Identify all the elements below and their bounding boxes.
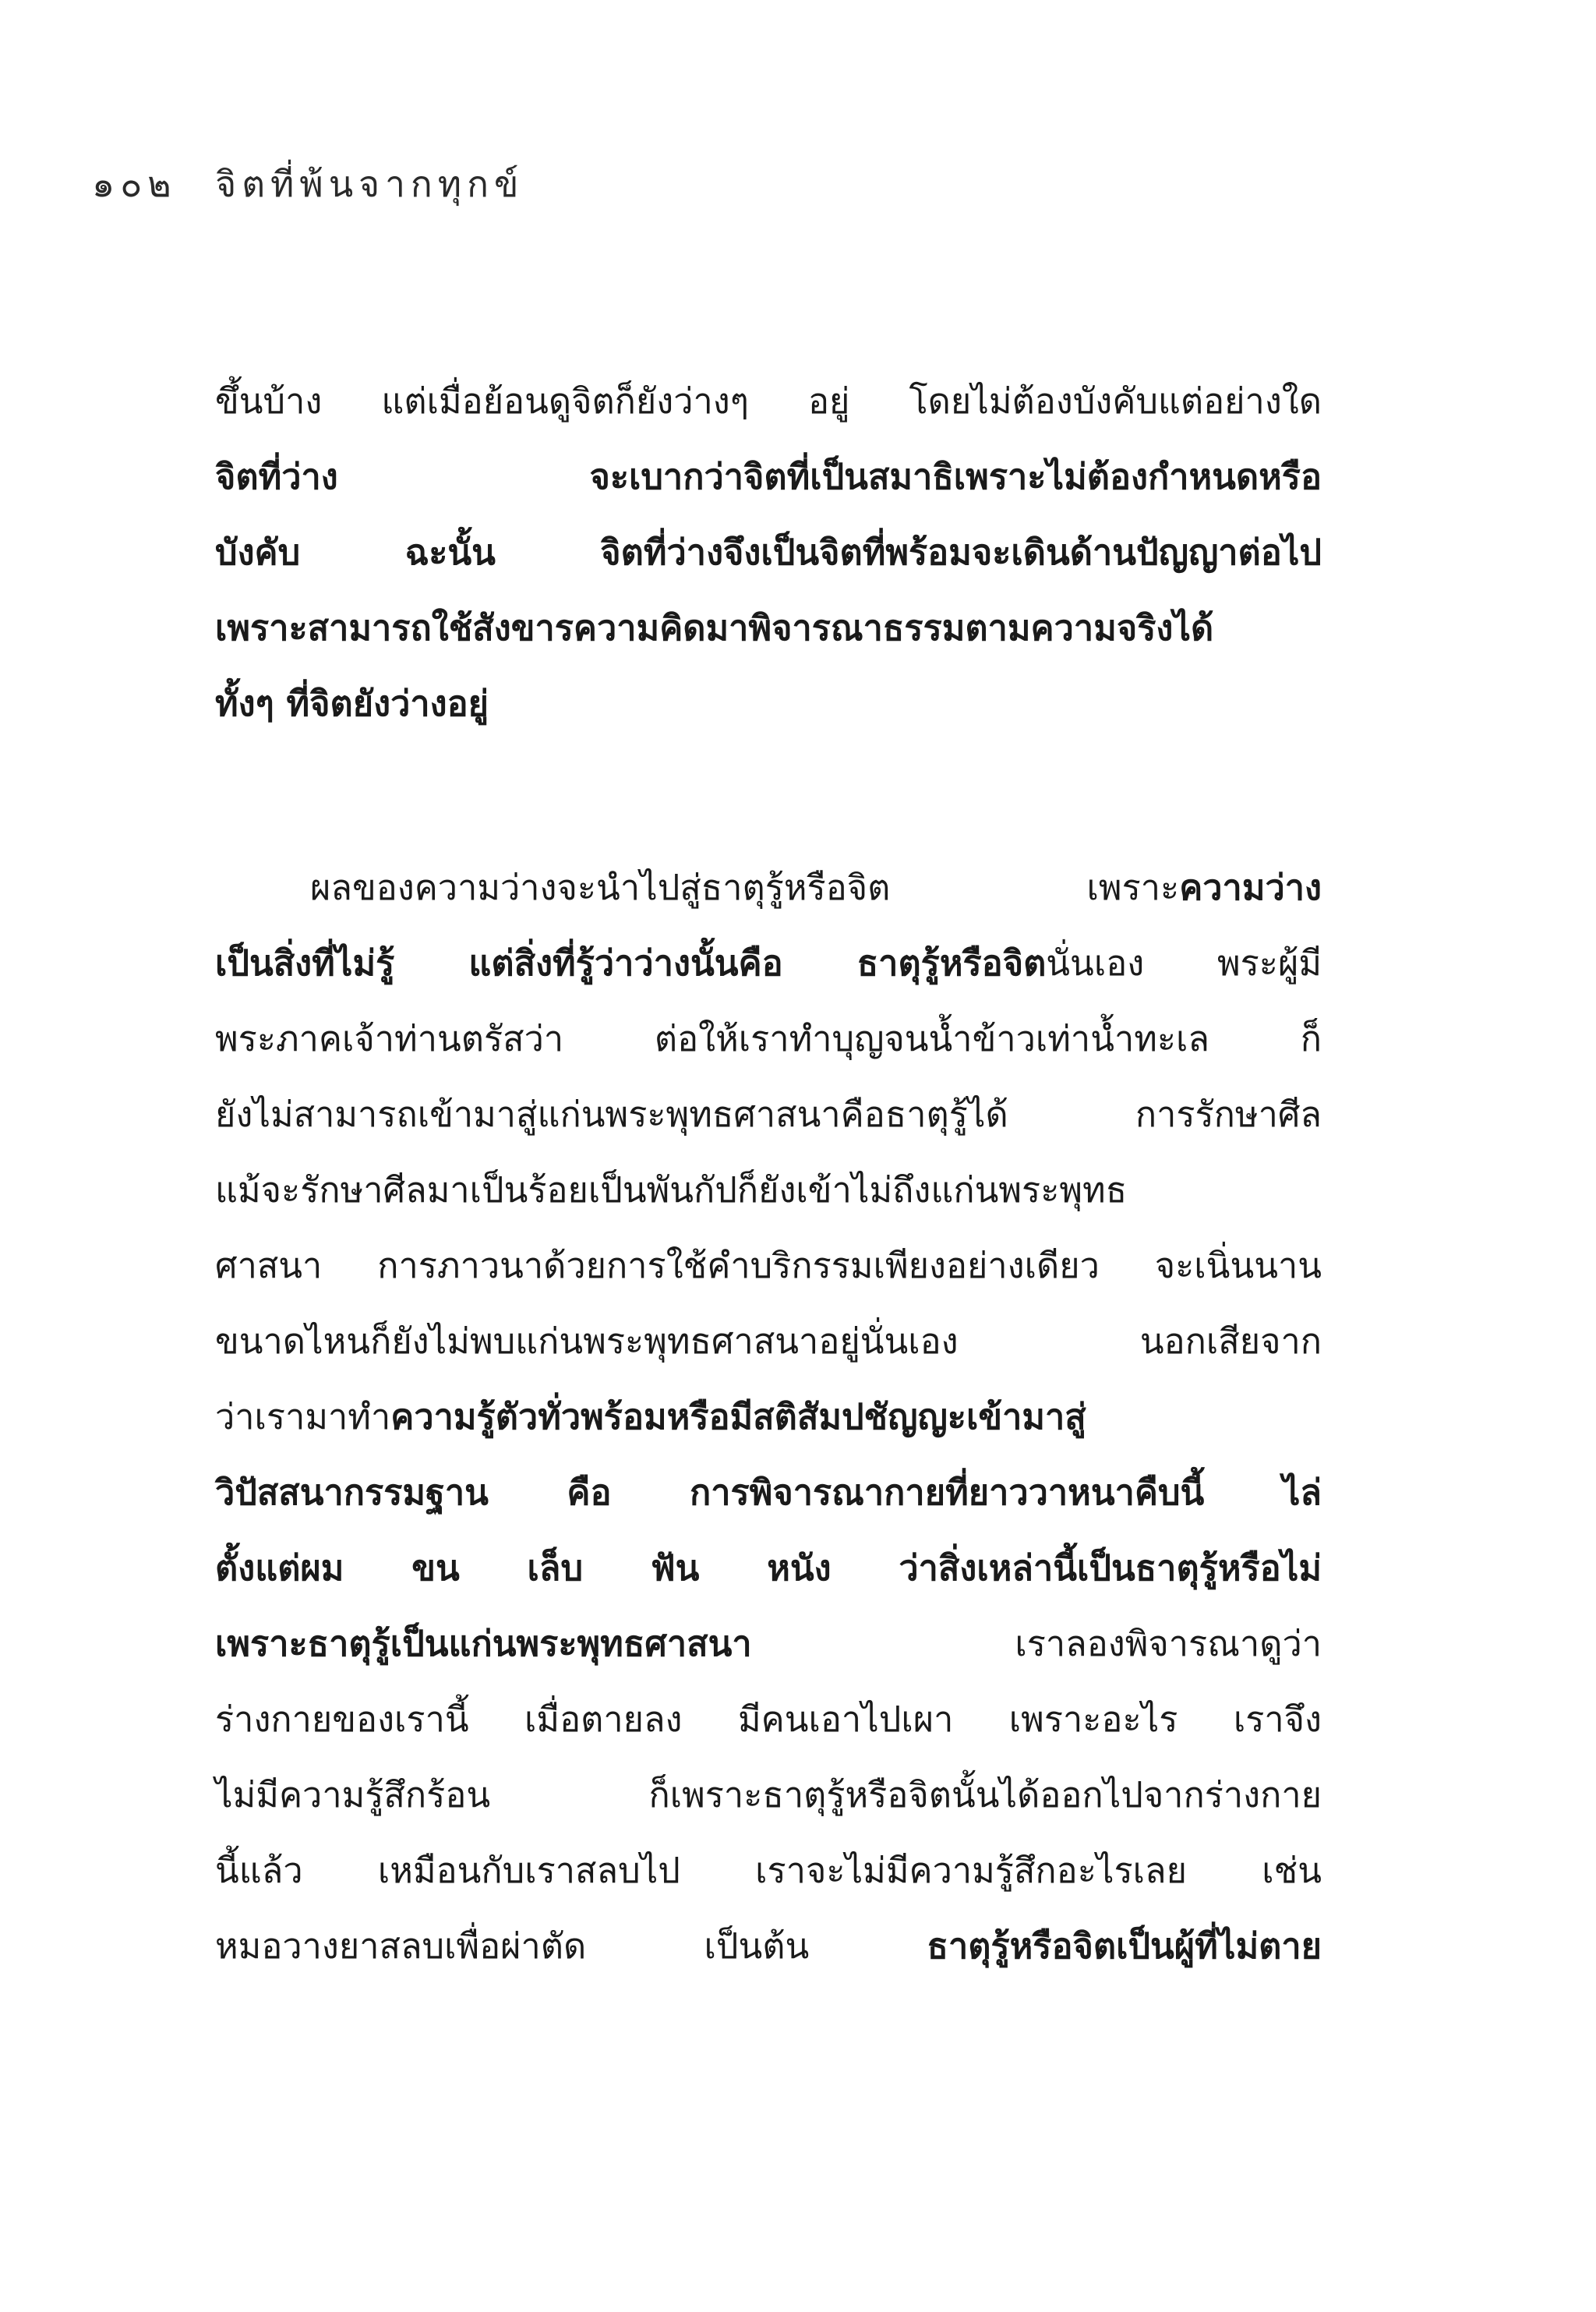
text-line <box>215 666 1322 741</box>
text-span: นั่นเอง พระผู้มี <box>1046 942 1322 984</box>
text-span: ยังไม่สามารถเข้ามาสู่แก่นพระพุทธศาสนาคือธาตุรู้ได้ การรักษาศีล <box>215 1094 1322 1135</box>
text-line <box>215 850 1322 925</box>
text-line <box>215 925 1322 1001</box>
text-line <box>215 1455 1322 1530</box>
text-line <box>215 1228 1322 1303</box>
text-line <box>215 1908 1322 1984</box>
bold-text-span: ธาตุรู้หรือจิตเป็นผู้ที่ไม่ตาย <box>927 1925 1322 1967</box>
text-line <box>215 590 1322 666</box>
text-span: ร่างกายของเรานี้ เมื่อตายลง มีคนเอาไปเผา เพราะอะไร เราจึง <box>215 1699 1322 1740</box>
text-line <box>215 363 1322 439</box>
text-span: ว่าเรามาทำ <box>215 1396 391 1437</box>
text-line <box>215 1152 1322 1228</box>
text-span: แม้จะรักษาศีลมาเป็นร้อยเป็นพันกัปก็ยังเข้าไม่ถึงแก่นพระพุทธ <box>215 1169 1128 1211</box>
text-span: เราลองพิจารณาดูว่า <box>751 1623 1322 1664</box>
text-line <box>215 514 1322 590</box>
text-span: ขนาดไหนก็ยังไม่พบแก่นพระพุทธศาสนาอยู่นั่นเอง นอกเสียจาก <box>215 1320 1322 1362</box>
bold-text-span: วิปัสสนากรรมฐาน คือ การพิจารณากายที่ยาววาหนาคืบนี้ ไล่ <box>215 1472 1322 1513</box>
bold-text-span: ตั้งแต่ผม ขน เล็บ ฟัน หนัง ว่าสิ่งเหล่านี้เป็นธาตุรู้หรือไม่ <box>215 1547 1322 1589</box>
paragraph-1 <box>215 363 1322 741</box>
text-span: นี้แล้ว เหมือนกับเราสลบไป เราจะไม่มีความรู้สึกอะไรเลย เช่น <box>215 1850 1322 1891</box>
text-line <box>215 1681 1322 1757</box>
page-number: ๑๐๒ <box>92 163 177 205</box>
text-span: ไม่มีความรู้สึกร้อน ก็เพราะธาตุรู้หรือจิตนั้นได้ออกไปจากร่างกาย <box>215 1774 1322 1815</box>
paragraph-2 <box>215 850 1322 1984</box>
text-line <box>215 1001 1322 1076</box>
text-line <box>215 1833 1322 1908</box>
bold-text-span: ความรู้ตัวทั่วพร้อมหรือมีสติสัมปชัญญะเข้ามาสู่ <box>390 1396 1086 1437</box>
text-line <box>215 1606 1322 1681</box>
text-line <box>215 1076 1322 1152</box>
text-span: ผลของความว่างจะนำไปสู่ธาตุรู้หรือจิต เพราะ <box>310 867 1180 908</box>
bold-text-span: เพราะสามารถใช้สังขารความคิดมาพิจารณาธรรมตามความจริงได้ <box>215 607 1214 649</box>
text-span: พระภาคเจ้าท่านตรัสว่า ต่อให้เราทำบุญจนน้ำข้าวเท่าน้ำทะเล ก็ <box>215 1018 1322 1059</box>
text-line <box>215 1757 1322 1833</box>
text-span: ศาสนา การภาวนาด้วยการใช้คำบริกรรมเพียงอย่างเดียว จะเนิ่นนาน <box>215 1245 1322 1286</box>
bold-text-span: บังคับ ฉะนั้น จิตที่ว่างจึงเป็นจิตที่พร้อมจะเดินด้านปัญญาต่อไป <box>215 532 1322 573</box>
text-span: หมอวางยาสลบเพื่อผ่าตัด เป็นต้น <box>215 1925 927 1967</box>
running-header <box>92 156 524 213</box>
text-line <box>215 439 1322 514</box>
text-span: ขึ้นบ้าง แต่เมื่อย้อนดูจิตก็ยังว่างๆ อยู่ โดยไม่ต้องบังคับแต่อย่างใด <box>215 380 1322 422</box>
bold-text-span: ความว่าง <box>1179 867 1322 908</box>
bold-text-span: ทั้งๆ ที่จิตยังว่างอยู่ <box>215 683 489 724</box>
bold-text-span: เป็นสิ่งที่ไม่รู้ แต่สิ่งที่รู้ว่าว่างนั้นคือ ธาตุรู้หรือจิต <box>215 942 1047 984</box>
text-line <box>215 1530 1322 1606</box>
text-line <box>215 1303 1322 1379</box>
bold-text-span: เพราะธาตุรู้เป็นแก่นพระพุทธศาสนา <box>215 1623 752 1664</box>
bold-text-span: จิตที่ว่าง จะเบากว่าจิตที่เป็นสมาธิเพราะไม่ต้องกำหนดหรือ <box>215 456 1322 497</box>
book-title: จิตที่พ้นจากทุกข์ <box>215 163 524 205</box>
text-line <box>215 1379 1322 1455</box>
